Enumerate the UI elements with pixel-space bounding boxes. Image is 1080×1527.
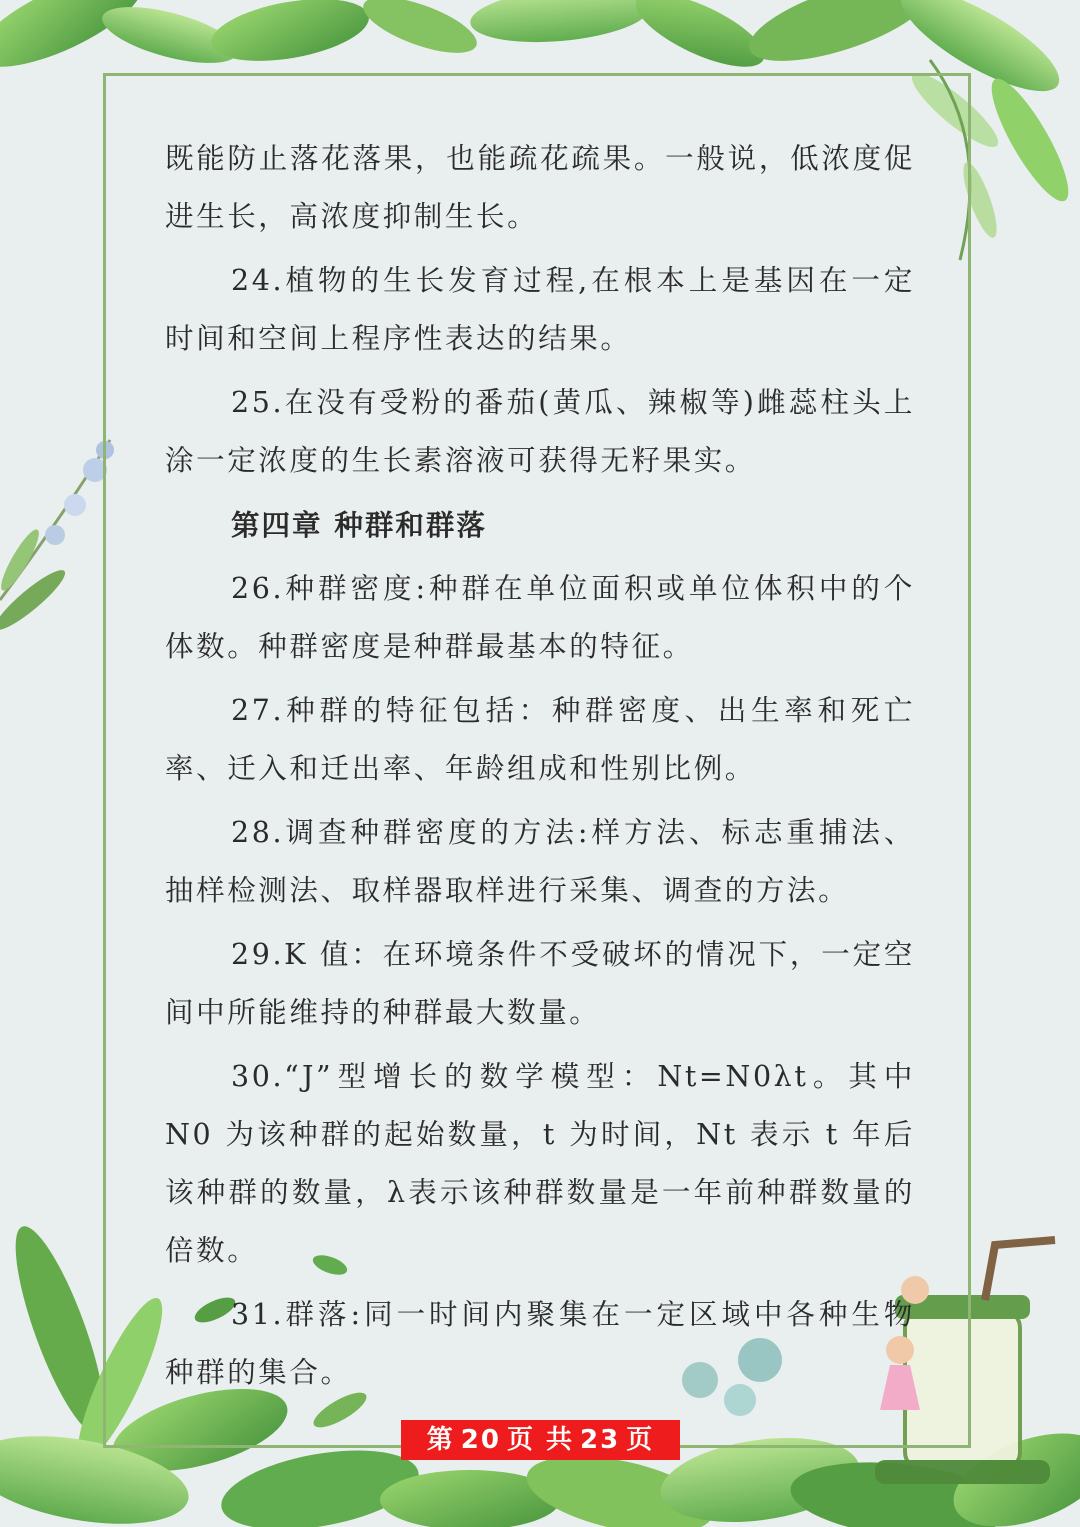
page-middle-text: 页 共 [506, 1425, 575, 1455]
page-number-badge [401, 1420, 680, 1460]
left-flower-branch [0, 440, 114, 637]
paragraph-continuation: 既能防止落花落果，也能疏花疏果。一般说，低浓度促进生长，高浓度抑制生长。 [165, 142, 915, 233]
page-suffix: 页 [626, 1425, 655, 1455]
paragraph-item-24: 24.植物的生长发育过程,在根本上是基因在一定时间和空间上程序性表达的结果。 [165, 264, 915, 355]
total-page-number: 23 [580, 1425, 621, 1455]
page-prefix: 第 [426, 1425, 455, 1455]
paragraph-item-28: 28.调查种群密度的方法:样方法、标志重捕法、抽样检测法、取样器取样进行采集、调查的方法。 [165, 816, 915, 907]
paragraph-item-30: 30.“J”型增长的数学模型：Nt=N0λt。其中 N0 为该种群的起始数量，t 为时间，Nt 表示 t 年后该种群的数量，λ表示该种群数量是一年前种群数量的倍数。 [165, 1060, 915, 1267]
paragraph-item-25: 25.在没有受粉的番茄(黄瓜、辣椒等)雌蕊柱头上涂一定浓度的生长素溶液可获得无籽果实。 [165, 386, 915, 477]
paragraph-item-29: 29.K 值：在环境条件不受破坏的情况下，一定空间中所能维持的种群最大数量。 [165, 938, 915, 1029]
paragraph-item-26: 26.种群密度:种群在单位面积或单位体积中的个体数。种群密度是种群最基本的特征。 [165, 572, 915, 663]
current-page-number: 20 [460, 1425, 501, 1455]
text-content [165, 130, 915, 1408]
chapter-heading: 第四章 种群和群落 [231, 508, 487, 542]
paragraph-item-31: 31.群落:同一时间内聚集在一定区域中各种生物种群的集合。 [165, 1298, 915, 1389]
paragraph-item-27: 27.种群的特征包括：种群密度、出生率和死亡率、迁入和迁出率、年龄组成和性别比例。 [165, 694, 915, 785]
